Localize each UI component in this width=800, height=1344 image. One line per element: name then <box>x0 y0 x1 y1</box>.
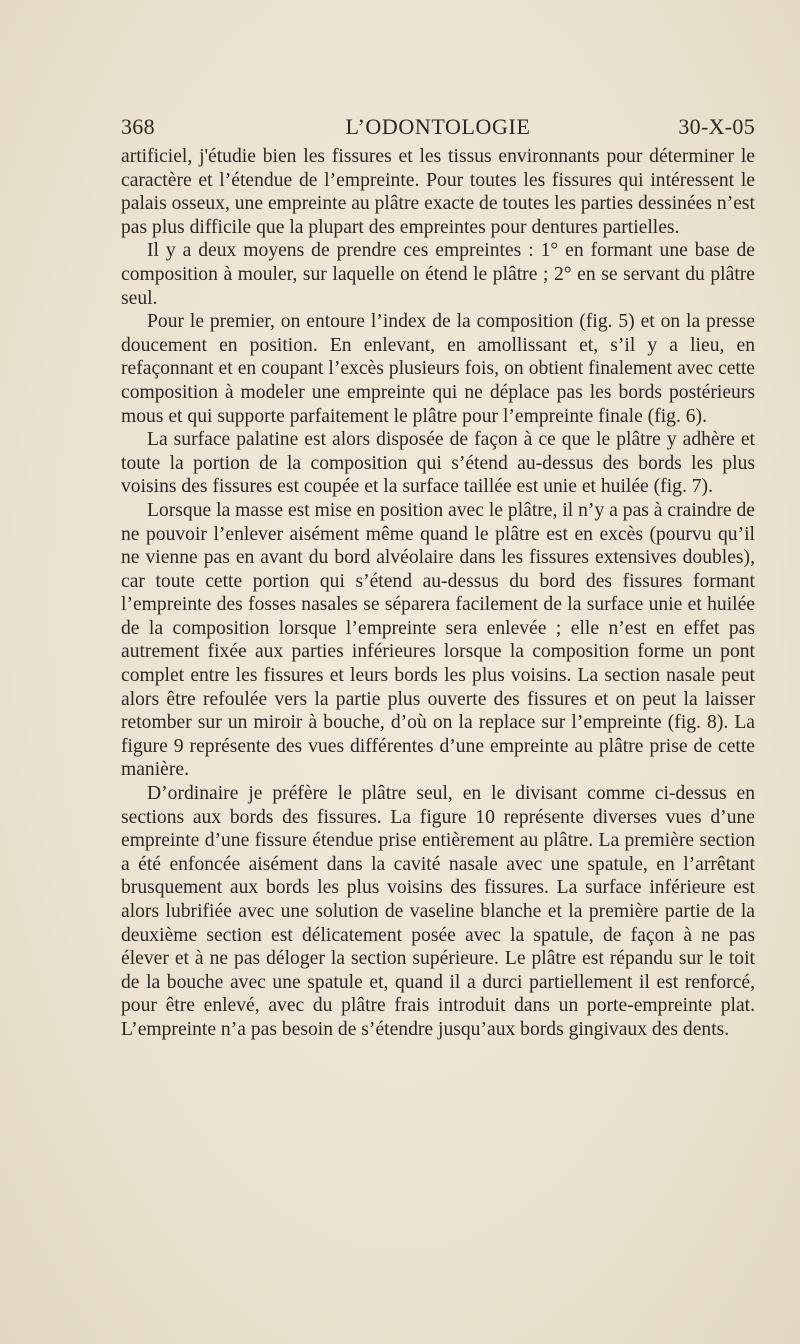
article-body <box>121 145 755 1042</box>
paragraph-first-method: Pour le premier, on entoure l’index de la composition (fig. 5) et on la presse doucement en position. En enlevant, en amollissant et, s’il y a lieu, en refaçonnant et en coupant l’excès plusieurs fois, on obtient finalement avec cette composition à modeler une empreinte qui ne déplace pas les bords postérieurs mous et qui supporte parfaitement le plâtre pour l’empreinte finale (fig. 6). <box>121 311 755 427</box>
paragraph-palatal-surface: La surface palatine est alors disposée de façon à ce que le plâtre y adhère et toute la portion de la composition qui s’étend au-dessus des bords les plus voisins des fissures est coupée et la surface taillée est unie et huilée (fig. 7). <box>121 429 755 498</box>
paragraph-continuation: artificiel, j'étudie bien les fissures et les tissus environnants pour déterminer le caractère et l’étendue de l’empreinte. Pour toutes les fissures qui intéressent le palais osseux, une empreinte au plâtre exacte de toutes les parties dessinées n’est pas plus difficile que la plupart des empreintes pour dentures partielles. <box>121 146 755 238</box>
running-title: L’ODONTOLOGIE <box>345 114 531 139</box>
page-number: 368 <box>121 114 155 139</box>
issue-date: 30-X-05 <box>678 114 755 139</box>
page-header <box>121 110 755 144</box>
paragraph-mass-position: Lorsque la masse est mise en position avec le plâtre, il n’y a pas à craindre de ne pouvoir l’enlever aisément même quand le plâtre est en excès (pourvu qu’il ne vienne pas en avant du bord alvéolaire dans les fissures extensives doubles), car toute cette portion qui s’étend au-dessus du bord des fissures formant l’empreinte des fosses nasales se séparera facilement de la surface unie et huilée de la composition lorsque l’empreinte sera enlevée ; elle n’est en effet pas autrement fixée aux parties inférieures lorsque la composition forme un pont complet entre les fissures et leurs bords les plus voisins. La section nasale peut alors être refoulée vers la partie plus ouverte des fissures et on peut la laisser retomber sur un miroir à bouche, d’où on la replace sur l’empreinte (fig. 8). La figure 9 représente des vues différentes d’une empreinte au plâtre prise de cette manière. <box>121 499 755 781</box>
paragraph-plaster-only: D’ordinaire je préfère le plâtre seul, en le divisant comme ci-dessus en sections aux bords des fissures. La figure 10 représente diverses vues d’une empreinte d’une fissure étendue prise entièrement au plâtre. La première section a été enfoncée aisément dans la cavité nasale avec une spatule, en l’arrêtant brusquement aux bords les plus voisins des fissures. La surface inférieure est alors lubrifiée avec une solution de vaseline blanche et la première partie de la deuxième section est délicatement posée avec la spatule, de façon à ne pas élever et à ne pas déloger la section supérieure. Le plâtre est répandu sur le toit de la bouche avec une spatule et, quand il a durci partiellement il est renforcé, pour être enlevé, avec du plâtre frais introduit dans un porte-empreinte plat. L’empreinte n’a pas besoin de s’étendre jusqu’aux bords gingivaux des dents. <box>121 783 755 1040</box>
paragraph-two-methods: Il y a deux moyens de prendre ces empreintes : 1° en formant une base de composition à mouler, sur laquelle on étend le plâtre ; 2° en se servant du plâtre seul. <box>121 240 755 309</box>
